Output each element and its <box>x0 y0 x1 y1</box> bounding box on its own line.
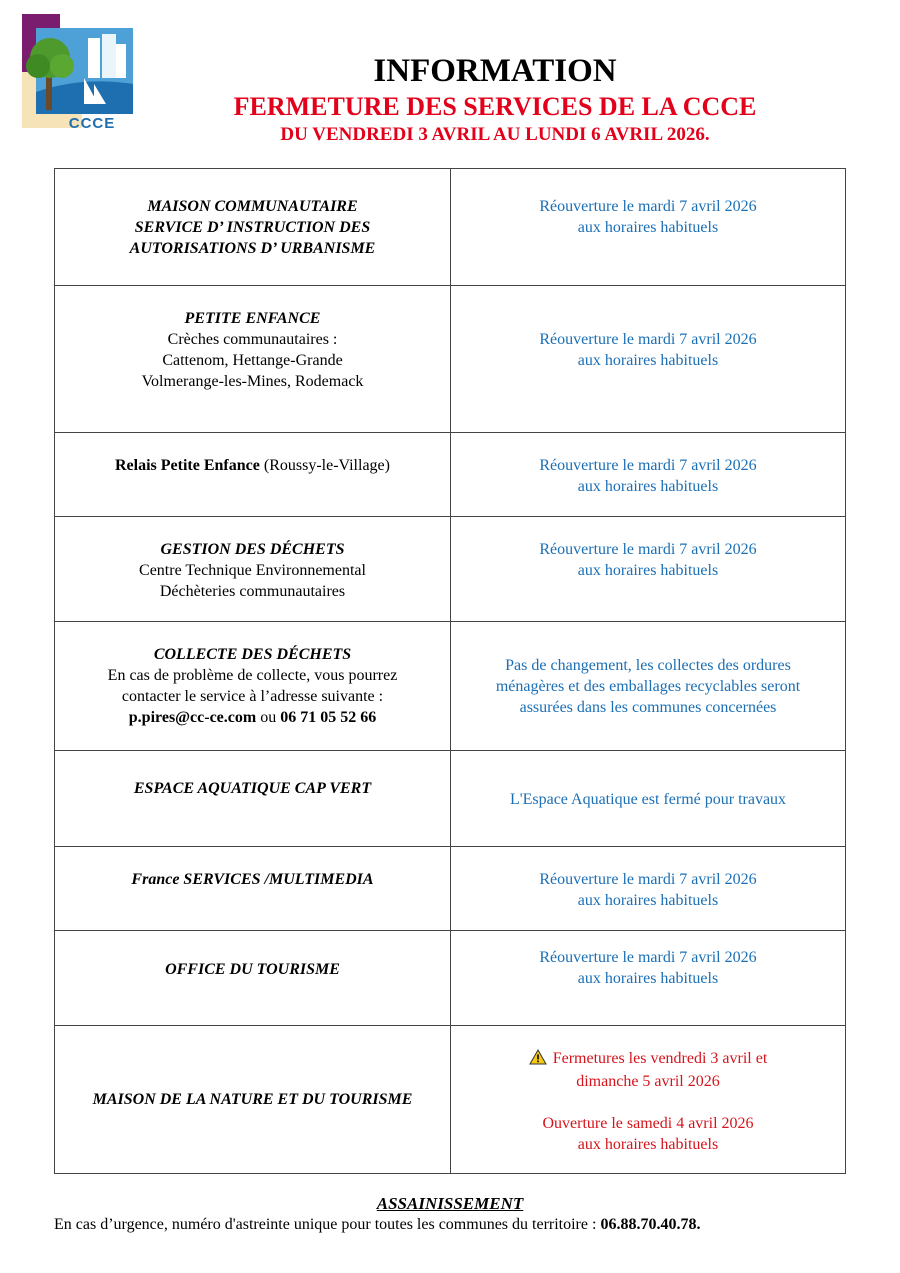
status-text: Pas de changement, les collectes des ordures <box>505 657 791 674</box>
service-detail: Cattenom, Hettange-Grande <box>162 352 343 369</box>
status-text: Réouverture le mardi 7 avril 2026 <box>539 331 757 348</box>
table-row <box>55 433 846 517</box>
footer-note: En cas d’urgence, numéro d'astreinte unique pour toutes les communes du territoire : <box>54 1216 601 1233</box>
table-row <box>55 286 846 433</box>
status-text: assurées dans les communes concernées <box>519 699 777 716</box>
status-text: Ouverture le samedi 4 avril 2026 <box>542 1115 754 1132</box>
service-cell <box>55 517 451 622</box>
status-text: aux horaires habituels <box>577 219 719 236</box>
service-title: MAISON DE LA NATURE ET DU TOURISME <box>92 1091 413 1108</box>
table-row <box>55 751 846 847</box>
service-title: OFFICE DU TOURISME <box>165 961 340 978</box>
status-cell <box>451 1026 846 1174</box>
status-text: ménagères et des emballages recyclables seront <box>495 678 801 695</box>
warning-icon <box>529 1049 547 1071</box>
status-cell <box>451 931 846 1026</box>
service-title: AUTORISATIONS D’ URBANISME <box>129 240 376 257</box>
status-text: dimanche 5 avril 2026 <box>576 1073 720 1090</box>
service-title: SERVICE D’ INSTRUCTION DES <box>134 219 371 236</box>
services-table <box>54 168 846 1174</box>
status-text: aux horaires habituels <box>577 562 719 579</box>
status-cell <box>451 751 846 847</box>
service-cell <box>55 286 451 433</box>
service-title: France SERVICES /MULTIMEDIA <box>131 871 374 888</box>
footer-title: ASSAINISSEMENT <box>376 1194 524 1213</box>
status-text: aux horaires habituels <box>577 352 719 369</box>
status-cell <box>451 286 846 433</box>
page-dates: DU VENDREDI 3 AVRIL AU LUNDI 6 AVRIL 2026. <box>280 124 710 145</box>
status-text: Réouverture le mardi 7 avril 2026 <box>539 949 757 966</box>
table-row <box>55 517 846 622</box>
table-row <box>55 1026 846 1174</box>
status-text: Réouverture le mardi 7 avril 2026 <box>539 871 757 888</box>
page-header <box>210 52 780 146</box>
service-detail: contacter le service à l’adresse suivante : <box>121 688 384 705</box>
service-title: COLLECTE DES DÉCHETS <box>153 646 352 663</box>
service-detail: ou <box>256 709 281 726</box>
service-cell <box>55 751 451 847</box>
status-text: aux horaires habituels <box>577 1136 719 1153</box>
service-title: Relais Petite Enfance <box>115 457 260 474</box>
service-detail: Volmerange-les-Mines, Rodemack <box>141 373 364 390</box>
status-text: aux horaires habituels <box>577 970 719 987</box>
logo-text: CCCE <box>68 115 116 132</box>
footer-text <box>54 1214 700 1235</box>
status-cell <box>451 433 846 517</box>
service-cell <box>55 931 451 1026</box>
service-detail: (Roussy-le-Village) <box>259 457 390 474</box>
table-row <box>55 847 846 931</box>
service-cell <box>55 1026 451 1174</box>
status-cell <box>451 847 846 931</box>
status-text: aux horaires habituels <box>577 892 719 909</box>
service-cell <box>55 433 451 517</box>
status-cell <box>451 622 846 751</box>
status-cell <box>451 517 846 622</box>
status-text: Fermetures les vendredi 3 avril et <box>552 1050 768 1067</box>
service-detail: Centre Technique Environnemental <box>139 562 366 579</box>
table-row <box>55 622 846 751</box>
status-cell <box>451 169 846 286</box>
status-text: Réouverture le mardi 7 avril 2026 <box>539 198 757 215</box>
status-text: Réouverture le mardi 7 avril 2026 <box>539 457 757 474</box>
page-subtitle: FERMETURE DES SERVICES DE LA CCCE <box>233 92 757 121</box>
service-title: PETITE ENFANCE <box>184 310 321 327</box>
service-detail: En cas de problème de collecte, vous pourrez <box>107 667 398 684</box>
service-title: GESTION DES DÉCHETS <box>160 541 345 558</box>
contact-phone: 06 71 05 52 66 <box>280 709 377 726</box>
emergency-phone: 06.88.70.40.78. <box>600 1216 701 1233</box>
table-row <box>55 169 846 286</box>
service-cell <box>55 847 451 931</box>
service-cell <box>55 622 451 751</box>
service-title: MAISON COMMUNAUTAIRE <box>147 198 358 215</box>
service-detail: Déchèteries communautaires <box>159 583 346 600</box>
ccce-logo <box>22 14 134 132</box>
status-text: L'Espace Aquatique est fermé pour travaux <box>509 791 787 808</box>
service-detail: Crèches communautaires : <box>167 331 338 348</box>
table-row <box>55 931 846 1026</box>
contact-email[interactable]: p.pires@cc-ce.com <box>128 709 257 726</box>
service-cell <box>55 169 451 286</box>
status-text: aux horaires habituels <box>577 478 719 495</box>
service-title: ESPACE AQUATIQUE CAP VERT <box>133 780 372 797</box>
status-text: Réouverture le mardi 7 avril 2026 <box>539 541 757 558</box>
page-title: INFORMATION <box>373 53 617 89</box>
